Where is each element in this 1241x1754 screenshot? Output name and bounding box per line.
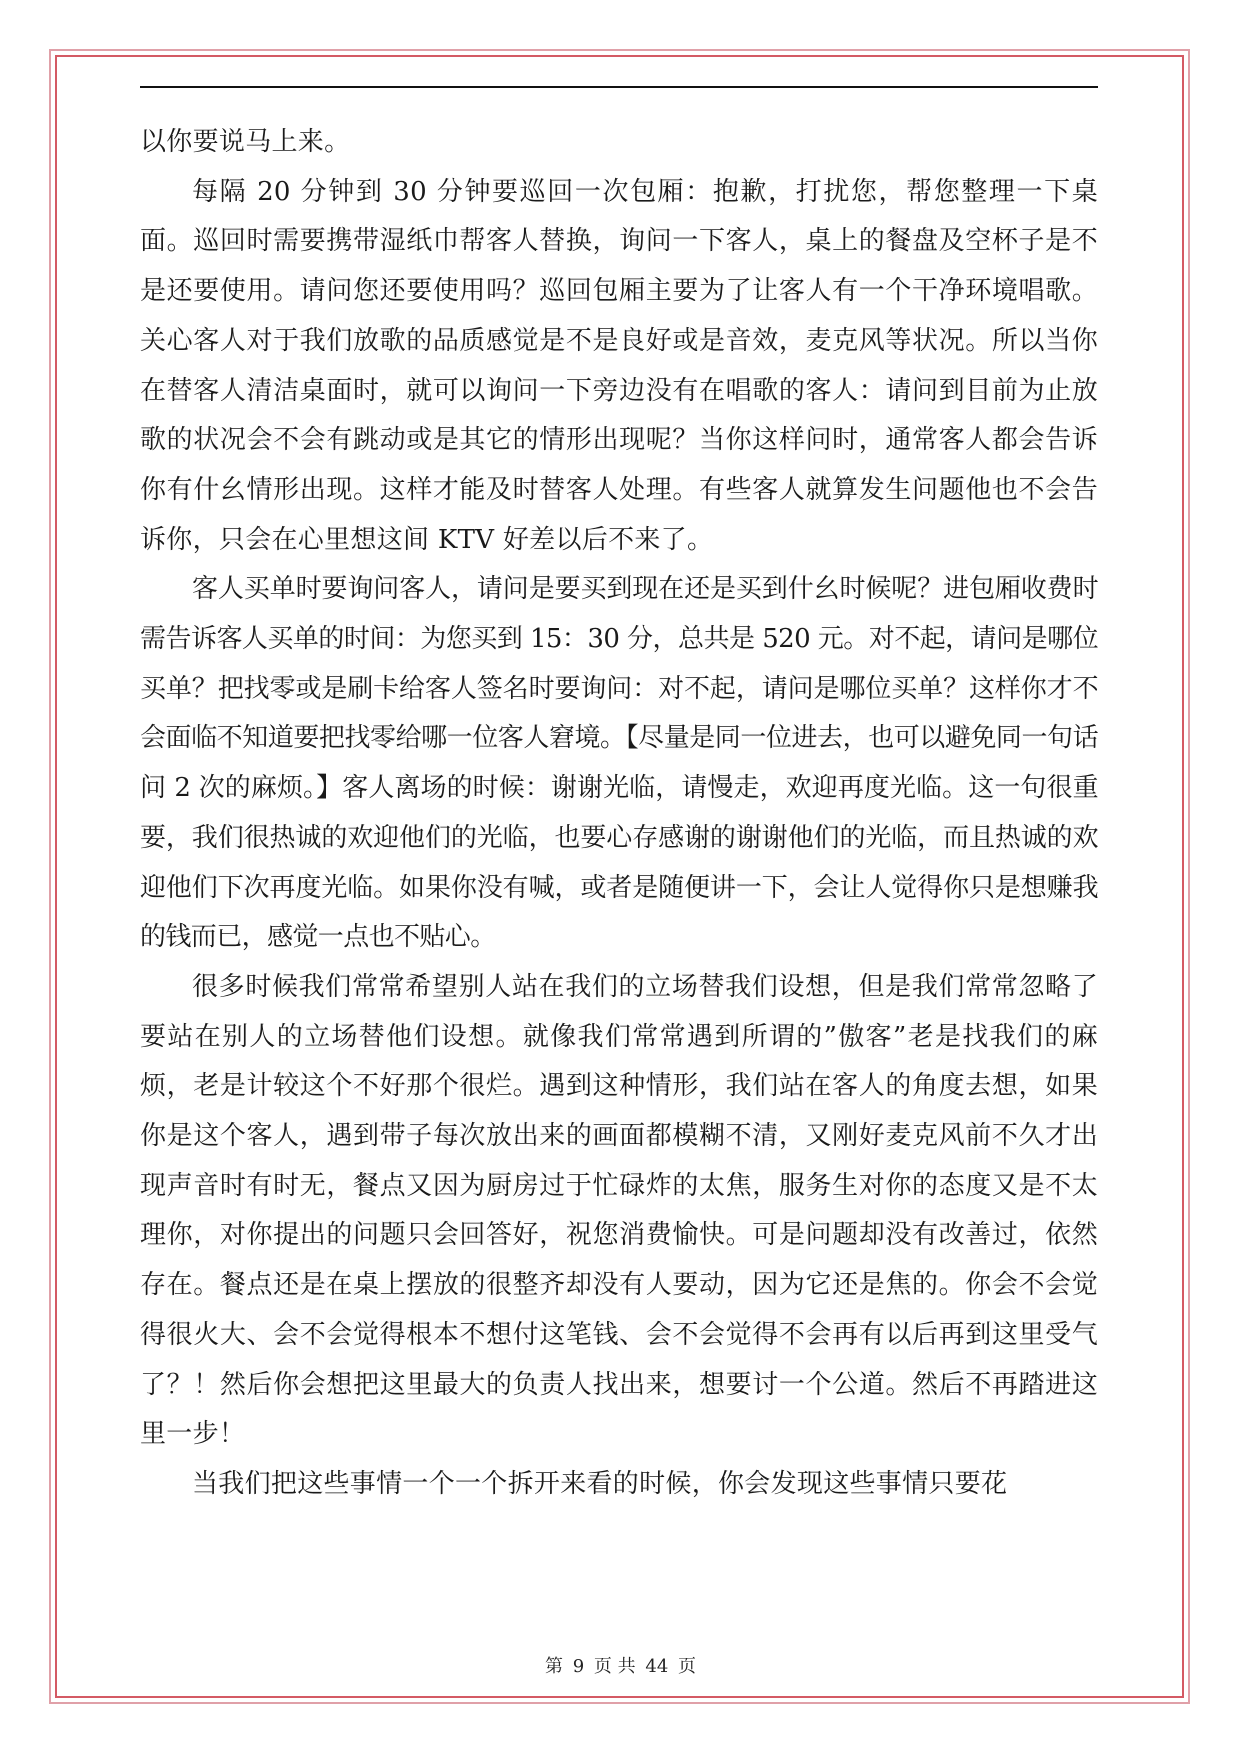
paragraph-empathy: 很多时候我们常常希望别人站在我们的立场替我们设想，但是我们常常忽略了要站在别人的立场替他们设想。就像我们常常遇到所谓的”傲客”老是找我们的麻烦，老是计较这个不好那个很烂。遇到这种情形，我们站在客人的角度去想，如果你是这个客人，遇到带子每次放出来的画面都模糊不清，又刚好麦克风前不久才出现声音时有时无，餐点又因为厨房过于忙碌炸的太焦，服务生对你的态度又是不太理你，对你提出的问题只会回答好，祝您消费愉快。可是问题却没有改善过，依然存在。餐点还是在桌上摆放的很整齐却没有人要动，因为它还是焦的。你会不会觉得很火大、会不会觉得根本不想付这笔钱、会不会觉得不会再有以后再到这里受气了？！然后你会想把这里最大的负责人找出来，想要讨一个公道。然后不再踏进这里一步！ <box>140 971 1098 1450</box>
footer-current-page: 9 <box>572 1656 585 1677</box>
paragraph-patrol: 每隔 20 分钟到 30 分钟要巡回一次包厢：抱歉，打扰您，帮您整理一下桌面。巡回时需要携带湿纸巾帮客人替换，询问一下客人，桌上的餐盘及空杯子是不是还要使用。请问您还要使用吗？巡回包厢主要为了让客人有一个干净环境唱歌。关心客人对于我们放歌的品质感觉是不是良好或是音效，麦克风等状况。所以当你在替客人清洁桌面时，就可以询问一下旁边没有在唱歌的客人：请问到目前为止放歌的状况会不会有跳动或是其它的情形出现呢？当你这样问时，通常客人都会告诉你有什幺情形出现。这样才能及时替客人处理。有些客人就算发生问题他也不会告诉你，只会在心里想这间 KTV 好差以后不来了。 <box>140 176 1098 555</box>
paragraph-closing: 当我们把这些事情一个一个拆开来看的时候，你会发现这些事情只要花 <box>192 1468 1008 1499</box>
header-rule <box>140 86 1098 88</box>
footer-total-pages: 44 <box>645 1656 669 1677</box>
page-footer <box>0 1652 1241 1678</box>
footer-suffix: 页 <box>678 1656 697 1677</box>
footer-prefix: 第 <box>544 1656 563 1677</box>
paragraph-checkout: 客人买单时要询问客人，请问是要买到现在还是买到什幺时候呢？进包厢收费时需告诉客人买单的时间：为您买到 15：30 分，总共是 520 元。对不起，请问是哪位买单？把找零或是刷卡给客人签名时要询问：对不起，请问是哪位买单？这样你才不会面临不知道要把找零给哪一位客人窘境。【尽量是同一位进去，也可以避免同一句话问 2 次的麻烦。】客人离场的时候：谢谢光临，请慢走，欢迎再度光临。这一句很重要，我们很热诚的欢迎他们的光临，也要心存感谢的谢谢他们的光临，而且热诚的欢迎他们下次再度光临。如果你没有喊，或者是随便讲一下，会让人觉得你只是想赚我的钱而已，感觉一点也不贴心。 <box>140 574 1098 953</box>
footer-middle: 页 共 <box>593 1656 636 1677</box>
paragraph-continuation: 以你要说马上来。 <box>140 127 351 157</box>
document-body <box>140 118 1098 1510</box>
